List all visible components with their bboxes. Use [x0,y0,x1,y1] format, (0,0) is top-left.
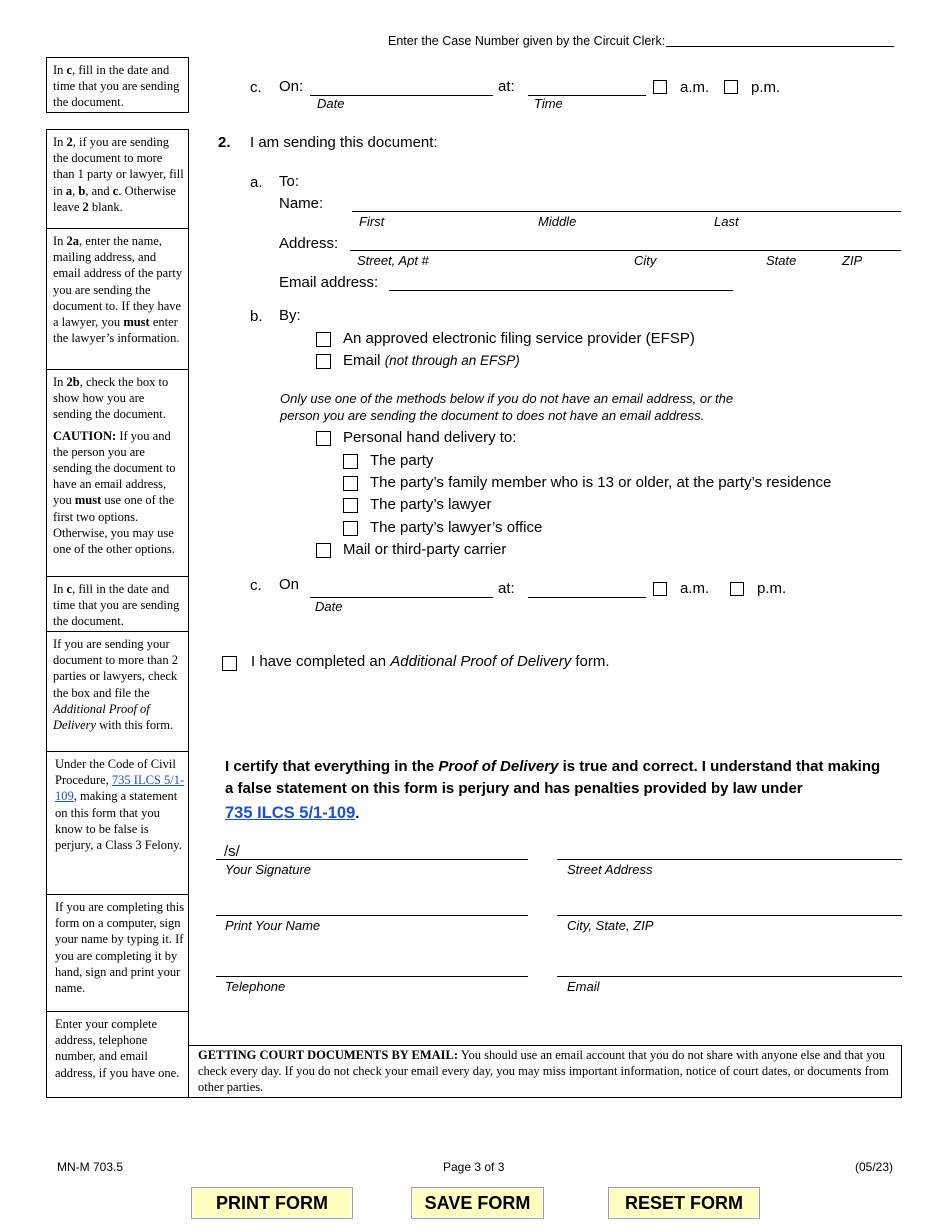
telephone-label: Telephone [225,979,286,994]
sidebar-note-c-top: In c, fill in the date and time that you are sending the document. [46,57,189,113]
address-label: Address: [279,235,339,252]
case-number-label: Enter the Case Number given by the Circuit Clerk: [388,34,666,48]
lawyers-office-checkbox[interactable] [343,521,358,536]
street-sublabel: Street, Apt # [357,253,429,268]
middle-sublabel: Middle [538,214,577,229]
signature-field[interactable] [216,859,528,860]
c-top-am-label: a.m. [680,79,710,96]
signature-value[interactable]: /s/ [224,843,240,860]
only-use-note-line-1: Only use one of the methods below if you do not have an email address, or the [280,391,734,406]
sidebar-note-perjury: Under the Code of Civil Procedure, 735 ILCS 5/1-109, making a statement on this form that you know to be false is perjury, a Class 3 Felony. [46,752,189,895]
zip-sublabel: ZIP [842,253,863,268]
statute-link[interactable]: 735 ILCS 5/1-109 [225,804,356,822]
the-party-label: The party [370,452,434,469]
c-top-am-checkbox[interactable] [653,80,667,94]
email-notice-heading: GETTING COURT DOCUMENTS BY EMAIL: [198,1048,459,1062]
email-notice-body: You should use an email account that you do not share with anyone else and that you check every day. If you do not check your email every day, you may miss important information, notice of court dates, or documents from other parties. [198,1048,889,1094]
c-top-date-sublabel: Date [317,96,345,111]
section-2c-am-label: a.m. [680,580,710,597]
c-top-at-label: at: [498,78,515,95]
revision-date: (05/23) [855,1160,894,1174]
section-2c-pm-label: p.m. [757,580,787,597]
name-label: Name: [279,195,324,212]
c-top-pm-checkbox[interactable] [724,80,738,94]
section-2c-pm-checkbox[interactable] [730,582,744,596]
section-2c-am-checkbox[interactable] [653,582,667,596]
lawyers-office-label: The party’s lawyer’s office [370,519,543,536]
section-2a-to-label: To: [279,173,300,190]
email-address-label: Email address: [279,274,379,291]
section-2-heading: I am sending this document: [250,134,438,151]
email-address-field[interactable] [389,290,733,291]
form-code: MN-M 703.5 [57,1160,124,1174]
email-label: Email [567,979,600,994]
partys-lawyer-label: The party’s lawyer [370,496,492,513]
email-option-note: (not through an EFSP) [384,353,520,368]
city-sublabel: City [634,253,657,268]
the-party-checkbox[interactable] [343,454,358,469]
c-top-on-label: On: [279,78,304,95]
print-name-label: Print Your Name [225,918,321,933]
family-member-label: The party’s family member who is 13 or older, at the party’s residence [370,474,832,491]
only-use-note-line-2: person you are sending the document to does not have an email address. [280,408,705,423]
certification-statement: I certify that everything in the Proof of Delivery is true and correct. I understand that making a false statement on this form is perjury and has penalties provided by law under 735 ILCS 5/1-109. [225,758,881,822]
sidebar-note-2a: In 2a, enter the name, mailing address, and email address of the party you are sending the document to. If they have a lawyer, you must enter the lawyer’s information. [46,229,189,370]
partys-lawyer-checkbox[interactable] [343,498,358,513]
street-address-label: Street Address [567,862,653,877]
c-top-pm-label: p.m. [751,79,781,96]
section-2b-letter: b. [250,308,263,325]
section-2c-date-field[interactable] [310,597,493,598]
sidebar-note-2b: In 2b, check the box to show how you are sending the document. CAUTION: If you and the person you are sending the document to have an email address, you must use one of the first two options. Otherwise, you may use one of the other options. [46,370,189,577]
print-form-button[interactable]: PRINT FORM [191,1187,353,1219]
sidebar-note-c-bottom: In c, fill in the date and time that you are sending the document. [46,577,189,632]
section-2c-on-label: On [279,576,300,593]
your-signature-label: Your Signature [225,862,312,877]
sidebar-note-2: In 2, if you are sending the document to more than 1 party or lawyer, fill in a, b, and c. Otherwise leave 2 blank. [46,129,189,229]
c-top-time-sublabel: Time [534,96,563,111]
last-sublabel: Last [714,214,739,229]
efsp-option-label: An approved electronic filing service provider (EFSP) [343,330,695,347]
sidebar-note-sign: If you are completing this form on a computer, sign your name by typing it. If you are completing it by hand, sign and print your name. [46,895,189,1012]
email-field[interactable] [557,976,902,977]
section-2c-time-field[interactable] [528,597,646,598]
email-checkbox[interactable] [316,354,331,369]
sidebar-note-additional: If you are sending your document to more than 2 parties or lawyers, check the box and file the Additional Proof of Delivery with this form. [46,632,189,752]
sidebar-note-address: Enter your complete address, telephone number, and email address, if you have one. [46,1012,189,1098]
efsp-checkbox[interactable] [316,332,331,347]
hand-delivery-label: Personal hand delivery to: [343,429,517,446]
email-option-label: Email (not through an EFSP) [343,352,520,369]
additional-proof-label: I have completed an Additional Proof of Delivery form. [251,653,610,670]
print-name-field[interactable] [216,915,528,916]
state-sublabel: State [766,253,797,268]
section-2c-at-label: at: [498,580,515,597]
c-top-letter: c. [250,79,262,96]
page-number: Page 3 of 3 [443,1160,505,1174]
hand-delivery-checkbox[interactable] [316,431,331,446]
section-2-number: 2. [218,134,231,151]
family-member-checkbox[interactable] [343,476,358,491]
telephone-field[interactable] [216,976,528,977]
city-state-zip-label: City, State, ZIP [567,918,654,933]
mail-checkbox[interactable] [316,543,331,558]
address-field[interactable] [350,250,901,251]
statute-link-sidebar[interactable]: 735 ILCS 5/1-109 [55,773,185,804]
case-number-field[interactable] [666,46,894,47]
save-form-button[interactable]: SAVE FORM [411,1187,544,1219]
section-2c-letter: c. [250,577,262,594]
city-state-zip-field[interactable] [557,915,902,916]
mail-option-label: Mail or third-party carrier [343,541,507,558]
additional-proof-checkbox[interactable] [222,656,237,671]
section-2b-by-label: By: [279,307,301,324]
section-2a-letter: a. [250,174,263,191]
first-sublabel: First [359,214,385,229]
section-2c-date-sublabel: Date [315,599,343,614]
name-field[interactable] [352,211,901,212]
email-notice-box [188,1045,902,1098]
reset-form-button[interactable]: RESET FORM [608,1187,760,1219]
street-address-field[interactable] [557,859,902,860]
